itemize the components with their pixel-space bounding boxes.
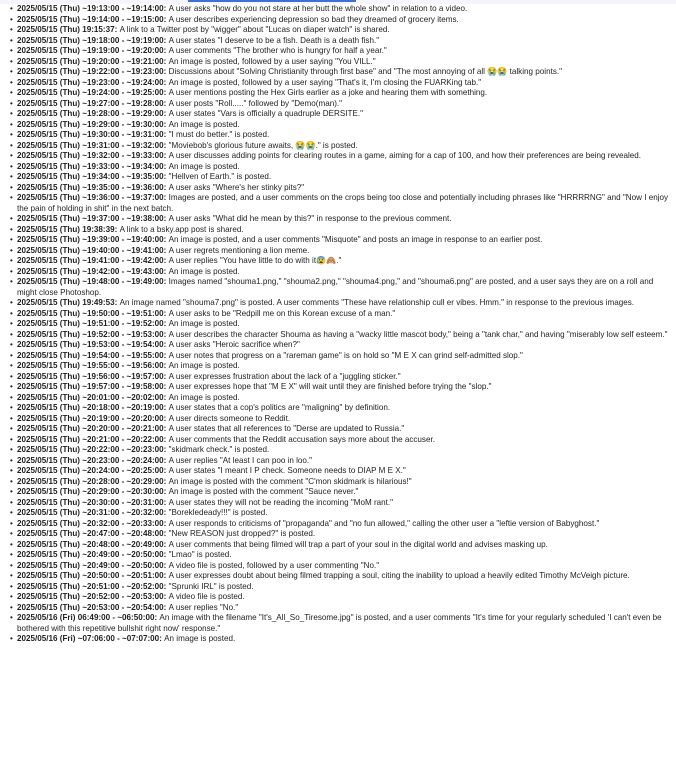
entry-timestamp: 2025/05/15 (Thu) 19:15:37 [17,25,115,34]
entry-timestamp: 2025/05/15 (Thu) ~20:32:00 - ~20:33:00 [17,518,164,528]
entry-text: A user responds to criticisms of "propaganda" and "no fun allowed," calling the other user a "leftie version of Babyghost." [168,518,600,528]
entry-text: A user asks "Heroic sacrifice when?" [168,340,300,349]
log-entry [10,120,672,131]
entry-separator: : [163,466,169,475]
log-entry [10,382,672,393]
log-entry [10,393,672,404]
entry-separator: : [163,308,169,318]
entry-timestamp: 2025/05/15 (Thu) ~19:55:00 - ~19:56:00 [17,361,164,370]
log-entry [10,361,672,372]
log-entry [10,277,672,298]
entry-text: A user states "I meant I P check. Someone needs to DIAP M E X." [168,466,406,475]
log-entry [10,613,672,634]
entry-timestamp: 2025/05/15 (Thu) ~19:29:00 - ~19:30:00 [17,119,164,129]
entry-text: A user directs someone to Reddit. [168,413,291,423]
entry-text: A user asks "What did he mean by this?" in response to the previous comment. [168,214,452,223]
entry-separator: : [163,182,169,192]
entry-separator: : [163,350,169,360]
entry-text: An image is posted. [168,361,240,370]
entry-timestamp: 2025/05/15 (Thu) ~19:48:00 - ~19:49:00 [17,277,164,286]
log-entry [10,267,672,278]
entry-text: An image is posted with the comment "Sauce never." [168,487,359,496]
entry-text: A user describes experiencing depression so bad they dreamed of grocery items. [168,14,459,24]
log-entry [10,424,672,435]
entry-separator: : [163,455,169,465]
entry-timestamp: 2025/05/15 (Thu) ~19:36:00 - ~19:37:00 [17,193,164,202]
log-entry [10,456,672,467]
entry-text: A user states "Vars is officially a quadruple DERSITE." [168,109,364,118]
entry-separator: : [163,518,169,528]
entry-timestamp: 2025/05/15 (Thu) ~20:19:00 - ~20:20:00 [17,413,164,423]
entry-separator: : [163,403,169,412]
entry-timestamp: 2025/05/15 (Thu) ~19:33:00 - ~19:34:00 [17,161,164,171]
entry-text: A link to a Twitter post by "wigger" about "Lucas on diaper watch" is shared. [119,25,390,34]
entry-timestamp: 2025/05/15 (Thu) ~20:30:00 - ~20:31:00 [17,497,164,507]
entry-text: Images are posted, and a user comments on the crops being too close and potentially including phrases like "HRRRRNG" and "Now I enjoy the pain of holding in shit" in the next batch. [17,193,669,213]
entry-timestamp: 2025/05/15 (Thu) ~20:01:00 - ~20:02:00 [17,392,164,402]
log-entry [10,78,672,89]
entry-separator: : [163,592,169,601]
entry-timestamp: 2025/05/15 (Thu) ~20:49:00 - ~20:50:00 [17,560,164,570]
entry-text: A user asks "Where's her stinky pits?" [168,182,305,192]
entry-separator: : [163,434,169,444]
entry-timestamp: 2025/05/15 (Thu) ~19:41:00 - ~19:42:00 [17,256,164,265]
entry-separator: : [163,581,169,591]
entry-timestamp: 2025/05/15 (Thu) ~19:13:00 - ~19:14:00 [17,4,164,13]
entry-separator: : [163,497,169,507]
log-entry [10,151,672,162]
entry-separator: : [163,77,169,87]
entry-timestamp: 2025/05/15 (Thu) ~20:29:00 - ~20:30:00 [17,487,164,496]
entry-separator: : [163,487,169,496]
entry-separator: : [114,25,120,34]
entry-timestamp: 2025/05/15 (Thu) ~20:24:00 - ~20:25:00 [17,466,164,475]
entry-text: Discussions about "Solving Christianity through first base" and "The most annoying of all 😭😭 talking points." [168,67,562,76]
entry-timestamp: 2025/05/15 (Thu) ~20:53:00 - ~20:54:00 [17,602,164,612]
entry-separator: : [163,4,169,13]
entry-timestamp: 2025/05/15 (Thu) 19:49:53 [17,298,115,307]
entry-timestamp: 2025/05/15 (Thu) ~19:51:00 - ~19:52:00 [17,319,164,328]
entry-timestamp: 2025/05/15 (Thu) ~20:52:00 - ~20:53:00 [17,592,164,601]
entry-text: "New REASON just dropped?" is posted. [168,529,316,538]
log-entry [10,4,672,15]
log-entry [10,529,672,540]
entry-timestamp: 2025/05/15 (Thu) 19:38:39 [17,224,115,234]
entry-timestamp: 2025/05/15 (Thu) ~20:28:00 - ~20:29:00 [17,476,164,486]
entry-text: An image is posted with the comment "C'mon skidmark is hilarious!" [168,476,412,486]
entry-timestamp: 2025/05/15 (Thu) ~20:48:00 - ~20:49:00 [17,539,164,549]
log-entry [10,36,672,47]
log-entry [10,246,672,257]
entry-text: A user replies "At least I can poo in loo." [168,455,313,465]
log-entry [10,561,672,572]
entry-separator: : [163,277,169,286]
entry-text: A video file is posted. [168,592,245,601]
entry-separator: : [114,224,120,234]
entry-separator: : [163,46,169,55]
log-entry [10,603,672,614]
entry-text: A user states they will not be reading the incoming "MoM rant." [168,497,394,507]
entry-separator: : [163,161,169,171]
entry-separator: : [163,35,169,45]
entry-timestamp: 2025/05/15 (Thu) ~19:40:00 - ~19:41:00 [17,245,164,255]
entry-separator: : [163,340,169,349]
log-entry [10,372,672,383]
log-entry [10,256,672,267]
entry-text: Images named "shouma1.png," "shouma2.png," "shouma4.png," and "shouma6.png" are posted, and a user says they are on a roll and might close Photoshop. [17,277,654,297]
entry-separator: : [163,130,169,139]
log-entry [10,193,672,214]
entry-separator: : [114,298,120,307]
log-entry [10,414,672,425]
entry-separator: : [163,529,169,538]
log-entry [10,571,672,582]
entry-text: A user expresses frustration about the lack of a "juggling sticker." [168,371,401,381]
entry-text: An image is posted. [168,319,240,328]
entry-text: "skidmark check." is posted. [168,445,270,454]
entry-text: A user replies "No." [168,602,239,612]
entry-text: "Hellven of Earth." is posted. [168,172,272,181]
entry-separator: : [163,193,169,202]
entry-timestamp: 2025/05/15 (Thu) ~20:23:00 - ~20:24:00 [17,455,164,465]
log-entry [10,487,672,498]
log-entry [10,435,672,446]
log-entry [10,141,672,152]
entry-separator: : [163,424,169,433]
entry-text: An image with the filename "It's_All_So_Tiresome.jpg" is posted, and a user comments "It's time for your regularly scheduled 'I can't even be bothered with this repetitive bullshit right now' response." [17,613,662,633]
entry-timestamp: 2025/05/15 (Thu) ~20:31:00 - ~20:32:00 [17,508,164,517]
entry-separator: : [154,613,160,622]
log-entry [10,540,672,551]
entry-text: An image is posted, and a user comments "Misquote" and posts an image in response to an earlier post. [168,235,543,244]
entry-separator: : [163,371,169,381]
log-entry [10,519,672,530]
entry-text: A user comments that being filmed will trap a part of your soul in the digital world and advises masking up. [168,539,548,549]
log-entry [10,99,672,110]
log-entry [10,550,672,561]
entry-separator: : [163,151,169,160]
entry-text: A user comments that the Reddit accusation says more about the accuser. [168,434,435,444]
entry-timestamp: 2025/05/15 (Thu) ~19:37:00 - ~19:38:00 [17,214,164,223]
entry-timestamp: 2025/05/15 (Thu) ~20:50:00 - ~20:51:00 [17,571,164,580]
log-entry [10,445,672,456]
entry-text: An image is posted. [168,392,240,402]
entry-separator: : [163,67,169,76]
entry-text: An image is posted, followed by a user saying "You VILL." [168,56,376,66]
log-entry [10,162,672,173]
log-entry [10,172,672,183]
entry-text: A user states that a cop's politics are "maligning" by definition. [168,403,391,412]
log-entry [10,319,672,330]
entry-timestamp: 2025/05/15 (Thu) ~20:51:00 - ~20:52:00 [17,581,164,591]
entry-text: A user discusses adding points for clearing routes in a game, aiming for a cap of 100, and how their preferences are being revealed. [168,151,642,160]
entry-separator: : [163,382,169,391]
log-entry [10,309,672,320]
entry-timestamp: 2025/05/15 (Thu) ~19:30:00 - ~19:31:00 [17,130,164,139]
entry-timestamp: 2025/05/15 (Thu) ~19:57:00 - ~19:58:00 [17,382,164,391]
entry-timestamp: 2025/05/15 (Thu) ~19:28:00 - ~19:29:00 [17,109,164,118]
entry-separator: : [163,550,169,559]
entry-text: An image is posted. [168,119,240,129]
entry-text: "Moviebob's glorious future awaits, 😭😭." is posted. [168,140,358,150]
entry-text: An image named "shouma7.png" is posted. A user comments "These have relationship cull er vibes. Hmm." in response to the previous images. [119,298,635,307]
entry-text: A user replies "You have little to do with it😰🙈." [168,256,342,265]
entry-timestamp: 2025/05/15 (Thu) ~19:53:00 - ~19:54:00 [17,340,164,349]
entry-separator: : [163,319,169,328]
entry-separator: : [163,14,169,24]
entry-separator: : [159,634,165,643]
entry-timestamp: 2025/05/15 (Thu) ~19:31:00 - ~19:32:00 [17,140,164,150]
entry-timestamp: 2025/05/15 (Thu) ~20:47:00 - ~20:48:00 [17,529,164,538]
log-entry [10,477,672,488]
entry-text: An image is posted. [168,161,240,171]
entry-timestamp: 2025/05/15 (Thu) ~19:23:00 - ~19:24:00 [17,77,164,87]
entry-timestamp: 2025/05/15 (Thu) ~19:20:00 - ~19:21:00 [17,56,164,66]
log-entry [10,130,672,141]
entry-timestamp: 2025/05/15 (Thu) ~19:50:00 - ~19:51:00 [17,308,164,318]
log-entry [10,235,672,246]
entry-separator: : [163,56,169,66]
entry-separator: : [163,140,169,150]
entry-separator: : [163,508,169,517]
entry-text: A link to a bsky.app post is shared. [119,224,244,234]
log-entry [10,582,672,593]
log-entry [10,57,672,68]
entry-separator: : [163,571,169,580]
log-entry [10,634,672,645]
entry-timestamp: 2025/05/15 (Thu) ~19:54:00 - ~19:55:00 [17,350,164,360]
entry-text: A user asks to be "Redpill me on this Korean excuse of a man." [168,308,396,318]
log-entry [10,15,672,26]
entry-separator: : [163,98,169,108]
entry-separator: : [163,602,169,612]
entry-timestamp: 2025/05/15 (Thu) ~19:14:00 - ~19:15:00 [17,14,164,24]
entry-separator: : [163,413,169,423]
entry-separator: : [163,214,169,223]
entry-text: A user expresses doubt about being filmed trapping a soul, citing the inability to upload a heavily edited Timothy McVeigh picture. [168,571,630,580]
entry-text: A user regrets mentioning a lion meme. [168,245,310,255]
log-entry [10,466,672,477]
entry-timestamp: 2025/05/15 (Thu) ~19:18:00 - ~19:19:00 [17,35,164,45]
entry-text: An image is posted, followed by a user saying "That's it, I'm closing the FUARKing tab." [168,77,482,87]
entry-text: A user posts "Roll....." followed by "Demo(man)." [168,98,343,108]
log-entry [10,88,672,99]
log-entry [10,225,672,236]
entry-text: A user describes the character Shouma as having a "wacky little mascot body," being a "tank char," and having "miserably low self esteem." [168,329,668,339]
entry-separator: : [163,392,169,402]
log-entry [10,330,672,341]
entry-timestamp: 2025/05/15 (Thu) ~19:32:00 - ~19:33:00 [17,151,164,160]
entry-timestamp: 2025/05/15 (Thu) ~20:22:00 - ~20:23:00 [17,445,164,454]
entry-separator: : [163,119,169,129]
log-entry [10,46,672,57]
entry-timestamp: 2025/05/15 (Thu) ~20:18:00 - ~20:19:00 [17,403,164,412]
entry-timestamp: 2025/05/15 (Thu) ~19:19:00 - ~19:20:00 [17,46,164,55]
log-entry [10,214,672,225]
entry-timestamp: 2025/05/15 (Thu) ~20:21:00 - ~20:22:00 [17,434,164,444]
entry-timestamp: 2025/05/16 (Fri) ~07:06:00 - ~07:07:00 [17,634,160,643]
log-entry [10,25,672,36]
entry-text: A user asks "how do you not stare at her butt the whole show" in relation to a video. [168,4,468,13]
log-entry [10,183,672,194]
entry-text: An image is posted. [168,266,240,276]
entry-timestamp: 2025/05/15 (Thu) ~19:27:00 - ~19:28:00 [17,98,164,108]
entry-separator: : [163,88,169,97]
entry-timestamp: 2025/05/15 (Thu) ~19:22:00 - ~19:23:00 [17,67,164,76]
entry-separator: : [163,109,169,118]
entry-separator: : [163,476,169,486]
log-entry [10,298,672,309]
log-entry [10,340,672,351]
entry-timestamp: 2025/05/15 (Thu) ~19:52:00 - ~19:53:00 [17,329,164,339]
entry-timestamp: 2025/05/15 (Thu) ~19:39:00 - ~19:40:00 [17,235,164,244]
entry-timestamp: 2025/05/15 (Thu) ~19:24:00 - ~19:25:00 [17,88,164,97]
entry-text: "Sprunki IRL" is posted. [168,581,254,591]
entry-text: A user states "I deserve to be a fish. Death is a death fish." [168,35,380,45]
entry-timestamp: 2025/05/15 (Thu) ~19:35:00 - ~19:36:00 [17,182,164,192]
entry-separator: : [163,539,169,549]
entry-text: A user comments "The brother who is hungry for half a year." [168,46,387,55]
entry-separator: : [163,235,169,244]
entry-timestamp: 2025/05/15 (Thu) ~19:56:00 - ~19:57:00 [17,371,164,381]
log-entry [10,67,672,78]
entry-text: "Borekledeady!!!" is posted. [168,508,268,517]
entry-text: "I must do better." is posted. [168,130,270,139]
entry-text: A user states that all references to "Derse are updated to Russia." [168,424,405,433]
entry-timestamp: 2025/05/15 (Thu) ~20:20:00 - ~20:21:00 [17,424,164,433]
log-entry [10,498,672,509]
entry-text: A user expresses hope that "M E X" will wait until they are finished before trying the "slop." [168,382,492,391]
entry-separator: : [163,329,169,339]
log-entry [10,109,672,120]
entry-timestamp: 2025/05/15 (Thu) ~19:42:00 - ~19:43:00 [17,266,164,276]
entry-timestamp: 2025/05/15 (Thu) ~19:34:00 - ~19:35:00 [17,172,164,181]
entry-timestamp: 2025/05/16 (Fri) 06:49:00 - ~06:50:00 [17,613,155,622]
log-entry [10,403,672,414]
entry-text: A user mentions posting the Hex Girls earlier as a joke and hearing them with something. [168,88,488,97]
entry-separator: : [163,256,169,265]
log-entry [10,351,672,362]
entry-timestamp: 2025/05/15 (Thu) ~20:49:00 - ~20:50:00 [17,550,164,559]
entry-separator: : [163,560,169,570]
entry-text: "Lmao" is posted. [168,550,232,559]
entry-text: A video file is posted, followed by a user commenting "No." [168,560,380,570]
log-entry [10,592,672,603]
entry-separator: : [163,266,169,276]
entry-separator: : [163,172,169,181]
log-entry [10,508,672,519]
entry-text: An image is posted. [164,634,236,643]
entry-separator: : [163,361,169,370]
entry-text: A user notes that progress on a "rareman game" is on hold so "M E X can grind self-admitted slop." [168,350,523,360]
entry-separator: : [163,245,169,255]
entry-separator: : [163,445,169,454]
